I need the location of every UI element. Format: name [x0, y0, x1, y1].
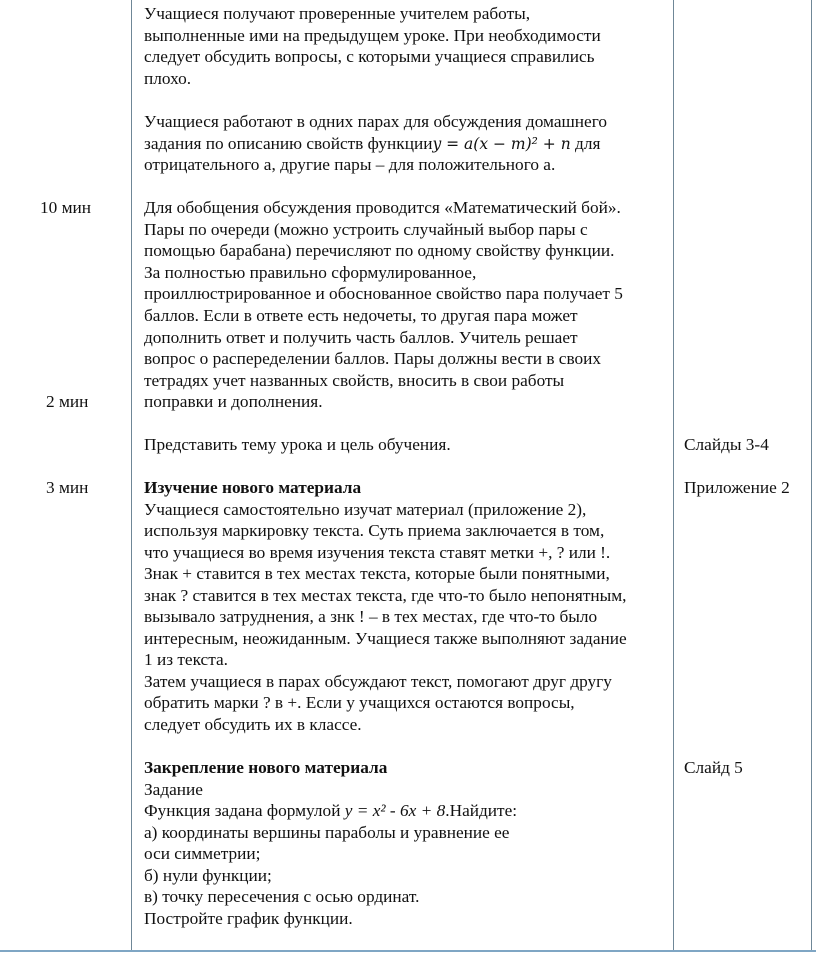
- text-line: Пары по очереди (можно устроить случайный выбор пары с: [144, 220, 588, 239]
- text-line: баллов. Если в ответе есть недочеты, то другая пара может: [144, 306, 578, 325]
- text-line: Постройте график функции.: [144, 909, 353, 928]
- text: задания по описанию свойств функции: [144, 134, 433, 153]
- text-line: б) нули функции;: [144, 866, 272, 885]
- text-line: Знак + ставится в тех местах текста, которые были понятными,: [144, 564, 610, 583]
- text-line: интересным, неожиданным. Учащиеся также выполняют задание: [144, 629, 627, 648]
- column-divider: [673, 0, 674, 951]
- section-heading: [144, 477, 361, 499]
- text-line: [144, 133, 600, 155]
- resource-cell: Приложение 2: [684, 478, 790, 497]
- text-line: оси симметрии;: [144, 844, 261, 863]
- resource-cell: Слайд 5: [684, 758, 743, 777]
- text-line: используя маркировку текста. Суть приема заключается в том,: [144, 521, 605, 540]
- text-line: Для обобщения обсуждения проводится «Математический бой».: [144, 198, 621, 217]
- text-line: следует обсудить вопросы, с которыми учащиеся справились: [144, 47, 595, 66]
- text-line: Представить тему урока и цель обучения.: [144, 435, 451, 454]
- section-heading: [144, 757, 387, 779]
- formula: y = x² - 6x + 8: [344, 801, 446, 820]
- text-line: Учащиеся работают в одних парах для обсуждения домашнего: [144, 112, 608, 131]
- time-cell: 2 мин: [46, 392, 89, 411]
- text-line: отрицательного a, другие пары – для положительного a.: [144, 155, 556, 174]
- text: для: [570, 134, 601, 153]
- resource-cell: Слайды 3-4: [684, 435, 769, 454]
- heading-text: Изучение нового материала: [144, 478, 362, 497]
- text-line: тетрадях учет названных свойств, вносить в свои работы: [144, 371, 565, 390]
- text-line: [144, 800, 517, 822]
- text: .Найдите:: [445, 801, 518, 820]
- text-line: Затем учащиеся в парах обсуждают текст, помогают друг другу: [144, 672, 612, 691]
- table-bottom-border: [0, 950, 816, 952]
- text-line: вызывало затруднения, а знк ! – в тех местах, где что-то было: [144, 607, 598, 626]
- text-line: плохо.: [144, 69, 192, 88]
- text-line: поправки и дополнения.: [144, 392, 323, 411]
- heading-text: Закрепление нового материала: [144, 758, 388, 777]
- text-line: а) координаты вершины параболы и уравнение ее: [144, 823, 510, 842]
- text-line: помощью барабана) перечисляют по одному свойству функции.: [144, 241, 615, 260]
- text-line: Учащиеся получают проверенные учителем работы,: [144, 4, 531, 23]
- text-line: в) точку пересечения с осью ординат.: [144, 887, 420, 906]
- text-line: вопрос о распеределении баллов. Пары должны вести в своих: [144, 349, 602, 368]
- formula: y = a(x − m)² + n: [432, 135, 571, 153]
- time-cell: 3 мин: [46, 478, 89, 497]
- time-cell: 10 мин: [40, 198, 92, 217]
- column-divider: [811, 0, 812, 951]
- text-line: знак ? ставится в тех местах текста, где что-то было непонятным,: [144, 586, 627, 605]
- text-line: Учащиеся самостоятельно изучат материал (приложение 2),: [144, 500, 587, 519]
- text-line: что учащиеся во время изучения текста ставят метки +, ? или !.: [144, 543, 611, 562]
- column-divider: [131, 0, 132, 951]
- text: Функция задана формулой: [144, 801, 345, 820]
- text-line: Задание: [144, 780, 203, 799]
- text-line: проиллюстрированное и обоснованное свойство пара получает 5: [144, 284, 623, 303]
- text-line: 1 из текста.: [144, 650, 228, 669]
- text-line: За полностью правильно сформулированное,: [144, 263, 477, 282]
- text-line: следует обсудить их в классе.: [144, 715, 362, 734]
- text-line: обратить марки ? в +. Если у учащихся остаются вопросы,: [144, 693, 575, 712]
- text-line: выполненные ими на предыдущем уроке. При необходимости: [144, 26, 601, 45]
- text-line: дополнить ответ и получить часть баллов. Учитель решает: [144, 328, 578, 347]
